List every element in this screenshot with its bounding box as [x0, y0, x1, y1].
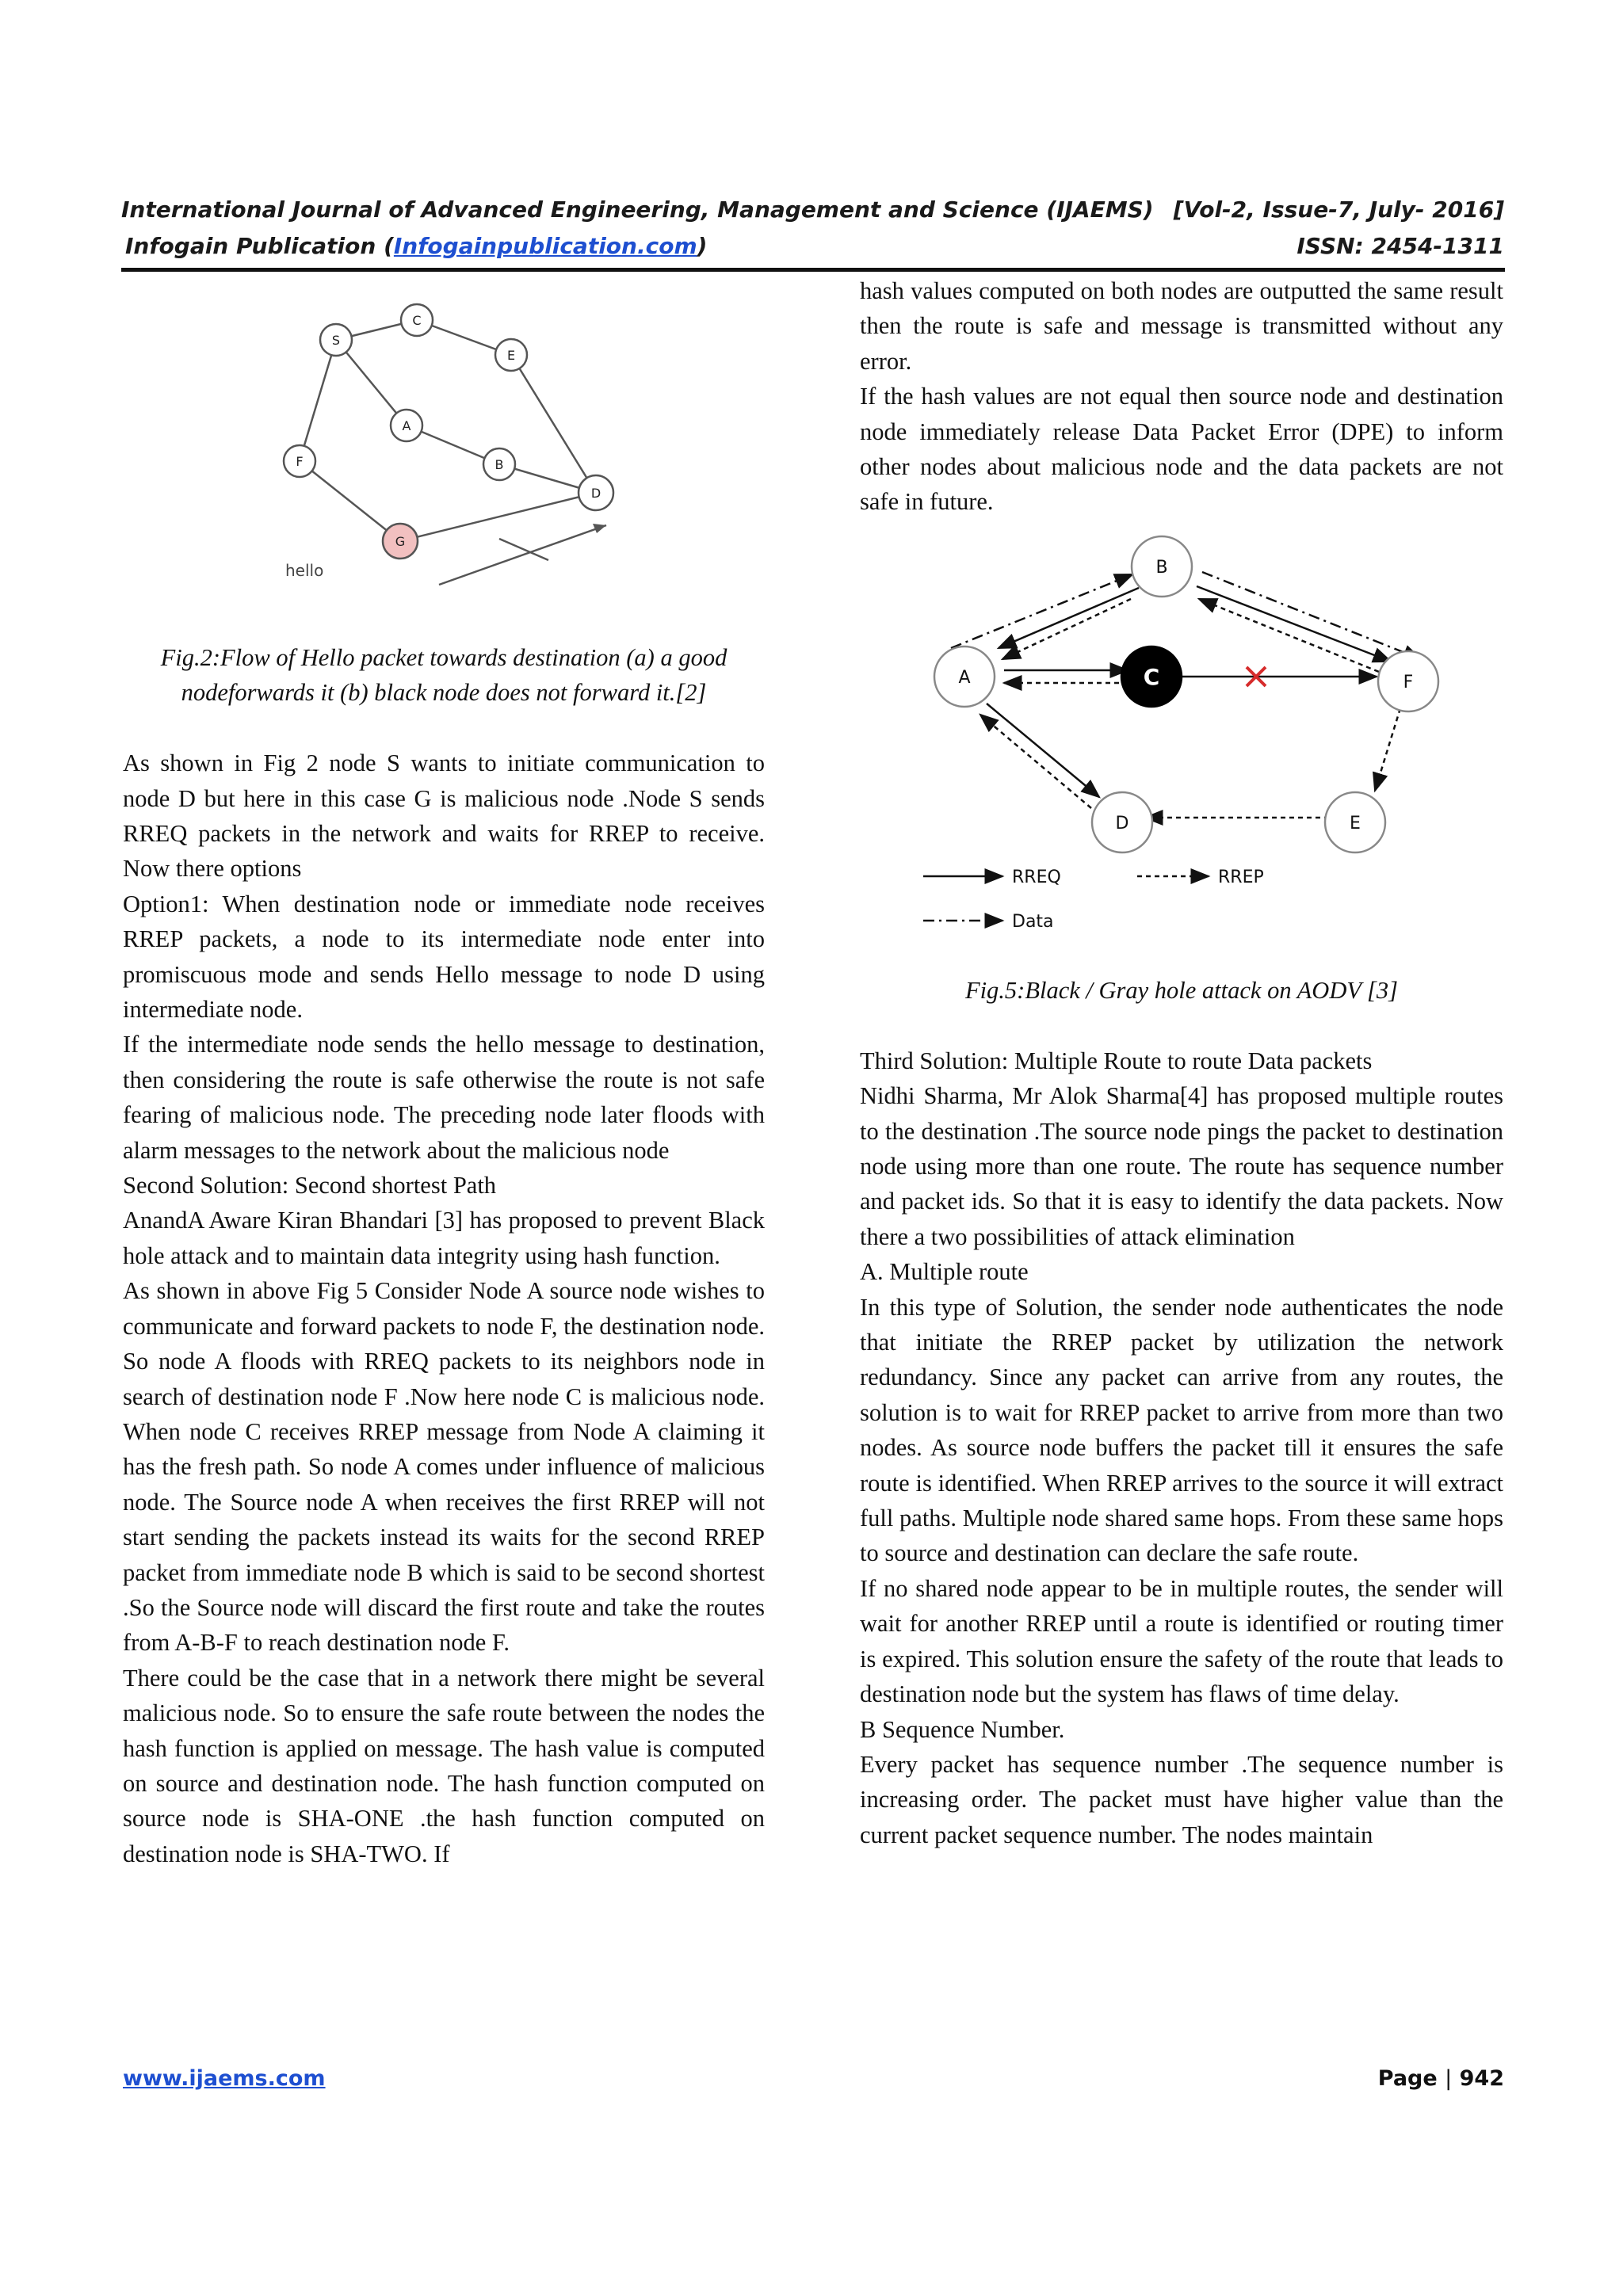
- node-a-label: A: [402, 418, 411, 433]
- rrep-f-e: [1375, 708, 1400, 791]
- page-number: [1378, 2066, 1504, 2091]
- publisher-prefix: Infogain Publication (: [125, 233, 394, 259]
- right-column-top: [860, 273, 1503, 520]
- edge-g-d: [400, 493, 596, 541]
- paragraph: As shown in Fig 2 node S wants to initiate communication to node D but here in this case G is malicious node .Node S sends RREQ packets in the network and waits for RREP to receive. Now there options: [123, 749, 765, 883]
- data-path-b-f: [1202, 572, 1421, 659]
- right-column-bottom: [860, 973, 1503, 1852]
- node-s-label: S: [331, 333, 341, 348]
- node-f-label: F: [1403, 673, 1414, 692]
- volume-info: [Vol-2, Issue-7, July- 2016]: [1173, 196, 1504, 223]
- rrep-f-b: [1199, 599, 1387, 675]
- legend-rreq-label: RREQ: [1012, 868, 1061, 887]
- node-d-label: D: [590, 486, 601, 501]
- rreq-b-f: [1197, 586, 1391, 662]
- issn: ISSN: 2454-1311: [1296, 233, 1504, 259]
- node-e-label: E: [506, 348, 516, 363]
- node-d-label: D: [1115, 814, 1129, 833]
- legend-data-label: Data: [1012, 912, 1054, 932]
- page-number-value: 942: [1459, 2066, 1504, 2091]
- publisher-link[interactable]: Infogainpublication.com: [393, 233, 697, 259]
- node-e-label: E: [1350, 814, 1361, 833]
- hello-label: hello: [285, 561, 324, 580]
- page-label: Page: [1377, 2066, 1438, 2091]
- paragraph: In this type of Solution, the sender node authenticates the node that initiate the RREP packet by utilization the network redundancy. Since any packet can arrive from any routes, the solution is to wait for RREP packet to arrive from more than two nodes. As source node buffers the packet till it ensures the safe route is identified. When RREP arrives to the source it will extract full paths. Multiple node shared same hops. From these same hops to source and destination can declare the safe route.: [860, 1293, 1503, 1567]
- page-separator: |: [1445, 2066, 1453, 2091]
- journal-title: International Journal of Advanced Engineering, Management and Science (IJAEMS): [121, 196, 1154, 223]
- website-link[interactable]: www.ijaems.com: [123, 2066, 326, 2091]
- node-b-label: B: [495, 457, 504, 472]
- fig2-caption-line2: nodeforwards it (b) black node does not forward it.[2]: [181, 679, 707, 707]
- left-column: [123, 640, 765, 1871]
- paragraph: AnandA Aware Kiran Bhandari [3] has proposed to prevent Black hole attack and to maintain data integrity using hash function.: [123, 1207, 765, 1269]
- paragraph: As shown in above Fig 5 Consider Node A source node wishes to communicate and forward packets to node F, the destination node. So node A floods with RREQ packets to its neighbors node in search of destination node F .Now here node C is malicious node. When node C receives RREP message from Node A claiming it has the fresh path. So node A comes under influence of malicious node. The Source node A when receives the first RREP will not start sending the packets instead its waits for the second RREP packet from immediate node B which is said to be second shortest .So the Source node will discard the first route and take the routes from A-B-F to reach destination node F.: [123, 1277, 765, 1657]
- header-rule: [121, 268, 1505, 272]
- paragraph: There could be the case that in a network there might be several malicious node. So to ensure the safe route between the nodes the hash function is applied on message. The hash value is computed on source and destination node. The hash function computed on source node is SHA-ONE .the hash function computed on destination node is SHA-TWO. If: [123, 1664, 765, 1867]
- spacer: [860, 1008, 1503, 1043]
- fig5-caption: Fig.5:Black / Gray hole attack on AODV [3]: [964, 977, 1399, 1004]
- edge-f-g: [300, 461, 400, 541]
- section-heading: Third Solution: Multiple Route to route Data packets: [860, 1047, 1373, 1074]
- node-a-label: A: [958, 668, 971, 688]
- paragraph: If no shared node appear to be in multiple routes, the sender will wait for another RREP until a route is identified or routing timer is expired. This solution ensure the safety of the route that leads to destination node but the system has flaws of time delay.: [860, 1574, 1503, 1708]
- figure-5-aodv-diagram: [923, 531, 1494, 943]
- subsection-heading: B Sequence Number.: [860, 1715, 1065, 1743]
- figure-2-network-diagram: [269, 293, 642, 594]
- spacer: [123, 711, 765, 746]
- paragraph: If the intermediate node sends the hello message to destination, then considering the route is safe otherwise the route is not safe fearing of malicious node. The preceding node later floods with alarm messages to the network about the malicious node: [123, 1031, 765, 1164]
- node-f-label: F: [296, 454, 304, 469]
- rrep-b-a: [1002, 599, 1131, 659]
- hello-arrow-head: [593, 524, 606, 533]
- node-c-label: C: [412, 313, 422, 328]
- paragraph: hash values computed on both nodes are outputted the same result then the route is safe and message is transmitted without any error.: [860, 277, 1503, 375]
- node-b-label: B: [1155, 558, 1168, 578]
- legend-rrep-label: RREP: [1218, 868, 1264, 887]
- paragraph: Nidhi Sharma, Mr Alok Sharma[4] has proposed multiple routes to the destination .The source node pings the packet to destination node using more than one route. The route has sequence number and packet ids. So that it is easy to identify the data packets. Now there a two possibilities of attack elimination: [860, 1082, 1503, 1250]
- node-c-label: C: [1143, 664, 1160, 690]
- edge-s-f: [300, 340, 336, 461]
- paragraph: Every packet has sequence number .The sequence number is increasing order. The packet must have higher value than the current packet sequence number. The nodes maintain: [860, 1750, 1503, 1848]
- section-heading: Second Solution: Second shortest Path: [123, 1172, 497, 1199]
- node-g-label: G: [395, 534, 406, 549]
- subsection-heading: A. Multiple route: [860, 1258, 1029, 1286]
- publisher-suffix: ): [697, 233, 708, 259]
- hello-arrow: [439, 525, 606, 585]
- fig2-caption-line1: Fig.2:Flow of Hello packet towards destination (a) a good: [160, 644, 727, 671]
- rrep-d-a: [980, 715, 1091, 808]
- paragraph: Option1: When destination node or immediate node receives RREP packets, a node to its intermediate node enter into promiscuous mode and sends Hello message to node D using intermediate node.: [123, 890, 765, 1024]
- rreq-a-d: [987, 704, 1099, 797]
- paragraph: If the hash values are not equal then source node and destination node immediately release Data Packet Error (DPE) to inform other nodes about malicious node and the data packets are not safe in future.: [860, 383, 1503, 516]
- rreq-a-b: [999, 588, 1139, 648]
- publisher-line: [125, 233, 707, 259]
